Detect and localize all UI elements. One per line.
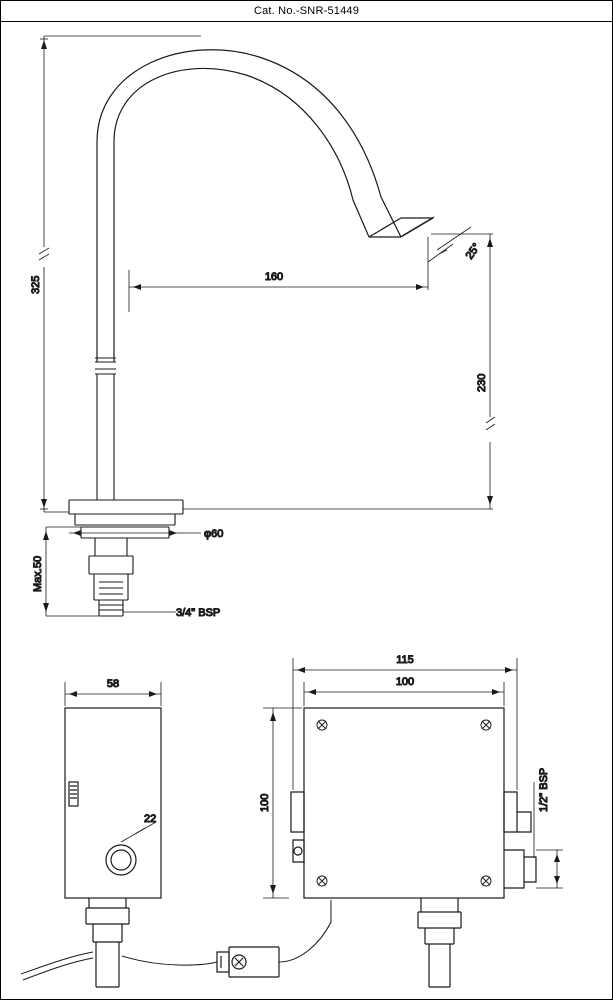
dim-value-230: 230 (476, 373, 488, 392)
dim-value-115: 115 (396, 654, 414, 666)
dim-25-deg (428, 227, 471, 262)
label-3-4-bsp: 3/4" BSP (176, 607, 221, 619)
spout-collar (95, 358, 116, 500)
dim-230 (183, 234, 495, 509)
dim-325 (39, 36, 201, 512)
technical-drawing (1, 22, 612, 1000)
base-flange (69, 500, 183, 538)
dim-value-25deg: 25° (463, 241, 484, 262)
dim-value-22: 22 (144, 813, 157, 825)
label-1-2-bsp: 1/2" BSP (538, 767, 550, 812)
dim-value-phi60: φ60 (204, 528, 224, 540)
spout-body (97, 50, 434, 362)
shank-assembly (89, 538, 133, 616)
control-box-front (122, 708, 536, 987)
dim-value-100-height: 100 (259, 793, 271, 812)
sensor-box-side (21, 708, 161, 987)
title-bar (1, 1, 612, 22)
dim-value-325: 325 (30, 275, 42, 294)
dim-value-58: 58 (106, 678, 120, 690)
dim-value-max50: Max.50 (32, 555, 44, 592)
dim-phi60 (69, 530, 201, 536)
dim-value-100-width: 100 (395, 676, 415, 688)
dim-22 (121, 822, 156, 842)
catalog-number: Cat. No.-SNR-51449 (253, 5, 360, 17)
dim-max50 (43, 527, 99, 616)
dim-value-160: 160 (264, 271, 284, 283)
